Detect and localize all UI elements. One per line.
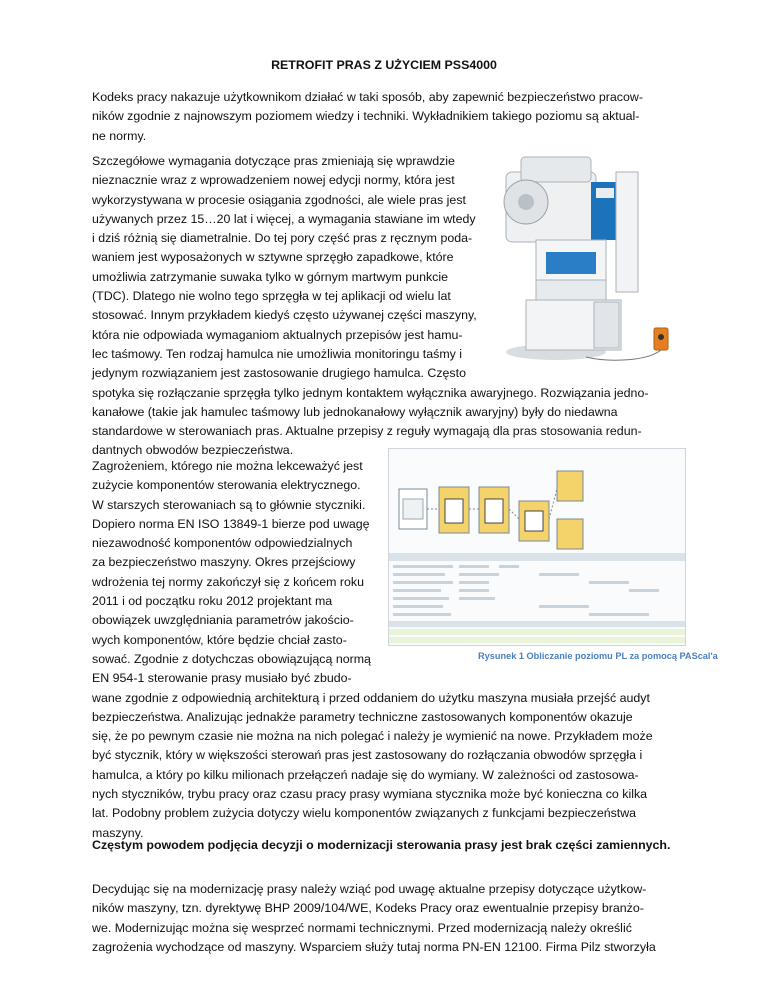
text-line: zagrożenia wychodzące od maszyny. Wsparciem służy tutaj norma PN-EN 12100. Firma Pilz stworzyła (92, 939, 656, 954)
text-line: się, że po pewnym czasie nie można na nich polegać i należy je wymienić na nowe. Przykładem może (92, 729, 653, 744)
text-line: używanych przez 15…20 lat i więcej, a wymagania stawiane im wtedy (92, 211, 476, 226)
text-line: nych styczników, trybu pracy oraz czasu pracy prasy wymiana stycznika może być konieczna co kilka (92, 787, 648, 802)
press-machine-image (496, 152, 676, 378)
text-line: stosować. Innym przykładem kiedyś często używanej części maszyny, (92, 308, 477, 323)
text-line: ne normy. (92, 128, 147, 143)
pascal-screenshot (388, 448, 686, 646)
text-line: wykorzystywana w procesie osiągania zgodności, ale wiele pras jest (92, 192, 466, 207)
text-line: która nie odpowiada wymaganiom aktualnych przepisów jest hamu- (92, 327, 463, 342)
text-line: we. Modernizując można się wesprzeć normami technicznymi. Przed modernizacją należy określić (92, 920, 632, 935)
text-line: Dopiero norma EN ISO 13849-1 bierze pod uwagę (92, 516, 370, 531)
text-line: wane zgodnie z odpowiednią architekturą i przed oddaniem do użytku maszyna musiała przejść audyt (92, 690, 650, 705)
paragraph-spare-parts (92, 836, 670, 855)
text-line: hamulca, a który po kilku milionach przełączeń nadaje się do wymiany. W zależności od zastosowa- (92, 767, 639, 782)
text-line: wdrożenia tej normy zakończył się z końcem roku (92, 574, 365, 589)
text-line: sować. Zgodnie z dotychczas obowiązującą normą (92, 651, 371, 666)
text-line: lec taśmowy. Ten rodzaj hamulca nie umożliwia monitoringu taśmy i (92, 346, 463, 361)
text-line: Kodeks pracy nakazuje użytkownikom działać w taki sposób, aby zapewnić bezpieczeństwo pracow- (92, 90, 643, 104)
paragraph-modernization (92, 880, 656, 957)
text-line: Częstym powodem podjęcia decyzji o modernizacji sterowania prasy jest brak części zamiennych. (92, 838, 671, 852)
text-line: i dziś różnią się diametralnie. Do tej pory część pras z ręcznym poda- (92, 231, 473, 246)
text-line: spotyka się rozłączanie sprzęgła tylko jednym kontaktem wyłącznika awaryjnego. Rozwiązania jedno- (92, 385, 649, 400)
text-line: niezawodność komponentów odpowiedzialnych (92, 536, 353, 551)
pascal-diagram (389, 449, 685, 645)
text-line: zużycie komponentów sterowania elektrycznego. (92, 478, 361, 493)
text-line: kanałowe (takie jak hamulec taśmowy lub jednokanałowy wyłącznik awaryjny) były do niedawna (92, 404, 618, 419)
text-line: (TDC). Dlatego nie wolno tego sprzęgła w tej aplikacji od wielu lat (92, 289, 451, 304)
text-line: Szczegółowe wymagania dotyczące pras zmieniają się wprawdzie (92, 154, 455, 168)
figure-caption: Rysunek 1 Obliczanie poziomu PL za pomocą PAScal'a (478, 651, 718, 661)
text-line: nieznacznie wraz z wprowadzeniem nowej edycji normy, która jest (92, 173, 455, 188)
text-line: EN 954-1 sterowanie prasy musiało być zbudo- (92, 671, 352, 686)
text-line: ników zgodnie z najnowszym poziomem wiedzy i techniki. Wykładnikiem takiego poziomu są aktual- (92, 109, 640, 124)
text-line: ników maszyny, tzn. dyrektywę BHP 2009/104/WE, Kodeks Pracy oraz ewentualnie przepisy branżo- (92, 901, 644, 916)
text-line: bezpieczeństwa. Analizując jednakże parametry techniczne zastosowanych komponentów okazuje (92, 709, 633, 724)
text-line: Decydując się na modernizację prasy należy wziąć pod uwagę aktualne przepisy dotyczące użytkow- (92, 882, 647, 896)
text-line: 2011 i od początku roku 2012 projektant ma (92, 594, 333, 609)
document-title: RETROFIT PRAS Z UŻYCIEM PSS4000 (271, 58, 497, 72)
text-line: umożliwia zatrzymanie suwaka tylko w górnym martwym punkcie (92, 269, 448, 284)
text-line: jedynym rozwiązaniem jest zastosowanie drugiego hamulca. Często (92, 366, 466, 381)
text-line: wych komponentów, które będzie chciał zasto- (92, 632, 347, 647)
paragraph-intro (92, 88, 643, 146)
text-line: obowiązek uwzględniania parametrów jakościo- (92, 613, 354, 628)
text-line: za bezpieczeństwo maszyny. Okres przejściowy (92, 555, 356, 570)
text-line: waniem jest wyposażonych w sztywne sprzęgło zapadkowe, które (92, 250, 454, 265)
text-line: W starszych sterowaniach są to głównie styczniki. (92, 497, 366, 512)
text-line: standardowe w sterowaniach pras. Aktualne przepisy z reguły wymagają dla pras stosowania redun- (92, 424, 642, 439)
text-line: lat. Podobny problem zużycia dotyczy wielu komponentów związanych z funkcjami bezpieczeństwa (92, 806, 637, 821)
text-line: maszyny. (92, 825, 144, 840)
text-line: Zagrożeniem, którego nie można lekceważyć jest (92, 459, 363, 473)
text-line: być stycznik, który w większości sterowań pras jest zastosowany do rozłączania obwodów sprzęgła i (92, 748, 643, 763)
text-line: dantnych obwodów bezpieczeństwa. (92, 443, 294, 458)
